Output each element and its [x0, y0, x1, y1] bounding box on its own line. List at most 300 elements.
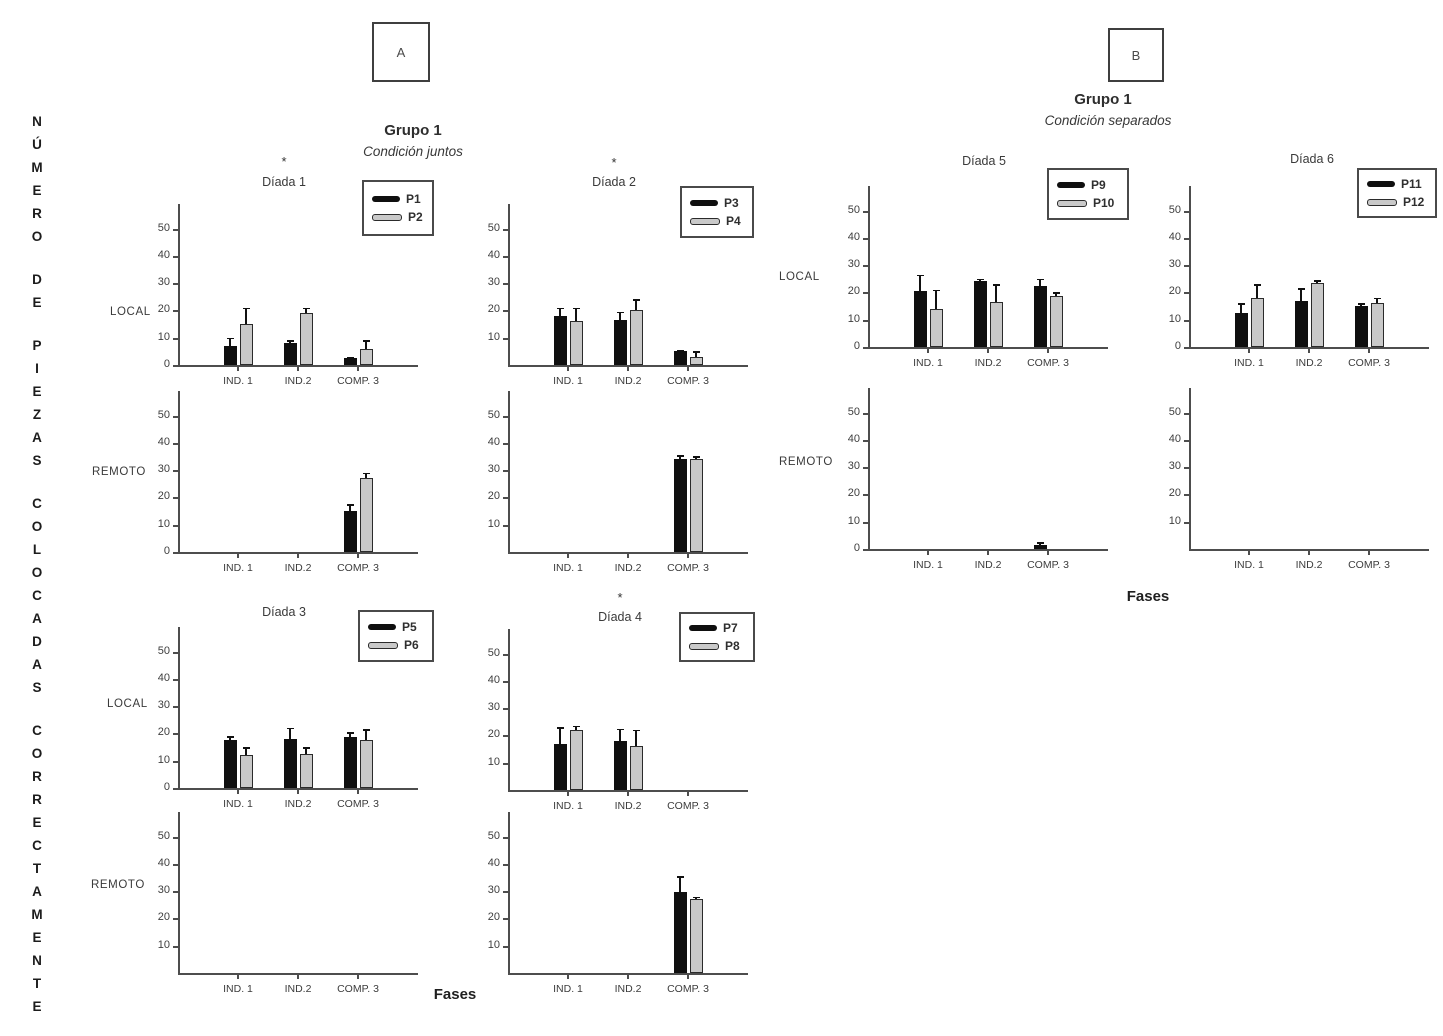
- y-tick: [173, 706, 179, 708]
- error-bar-cap: [287, 728, 294, 730]
- ylabel-letter: M: [31, 907, 43, 922]
- ylabel-letter: O: [31, 746, 43, 761]
- error-bar-cap: [557, 727, 564, 729]
- legend-label: P4: [726, 214, 741, 228]
- error-bar-cap: [1037, 542, 1044, 544]
- panel-b-subtitle: Condición separados: [1044, 113, 1172, 128]
- y-tick: [503, 735, 509, 737]
- error-bar-cap: [677, 876, 684, 878]
- title-diada-4: Díada 4: [598, 610, 642, 624]
- bar-P3: [554, 316, 567, 365]
- y-tick-label: 30: [487, 884, 500, 897]
- legend-label: P1: [406, 192, 421, 206]
- x-tick: [567, 790, 569, 796]
- significance-diada-1: *: [281, 154, 287, 169]
- y-tick-label: 30: [157, 463, 170, 476]
- error-bar-cap: [347, 357, 354, 359]
- significance-diada-4: *: [617, 590, 623, 605]
- y-tick: [503, 338, 509, 340]
- chart-diada-3-remoto: [138, 808, 438, 1008]
- y-tick-label: 10: [487, 330, 500, 343]
- y-tick: [173, 283, 179, 285]
- x-tick: [297, 973, 299, 979]
- y-tick: [503, 864, 509, 866]
- y-tick: [173, 470, 179, 472]
- y-tick-label: 40: [847, 230, 860, 243]
- x-category-label: IND. 1: [553, 800, 583, 812]
- row-label-local-b: LOCAL: [779, 271, 820, 283]
- y-tick-label: 10: [847, 312, 860, 325]
- y-tick-label: 20: [157, 490, 170, 503]
- y-tick-label: 30: [157, 699, 170, 712]
- x-category-label: IND. 1: [223, 562, 253, 574]
- panel-b-box: [1108, 28, 1164, 82]
- y-tick: [503, 416, 509, 418]
- chart-diada-5-local: [828, 182, 1128, 382]
- x-tick: [567, 552, 569, 558]
- bar-P4: [690, 357, 703, 365]
- error-bar: [935, 290, 937, 309]
- significance-diada-2: *: [611, 155, 617, 170]
- x-tick: [627, 973, 629, 979]
- y-tick: [173, 310, 179, 312]
- x-category-label: IND.2: [614, 983, 642, 995]
- y-tick-label: 40: [157, 435, 170, 448]
- y-tick: [863, 292, 869, 294]
- x-tick: [357, 788, 359, 794]
- ylabel-letter: C: [32, 723, 42, 738]
- y-tick-label: 30: [847, 258, 860, 271]
- y-tick-label: 50: [847, 203, 860, 216]
- error-bar: [365, 729, 367, 740]
- x-tick: [567, 973, 569, 979]
- bar-P9: [1034, 545, 1047, 549]
- y-tick-label: 50: [157, 644, 170, 657]
- error-bar-cap: [1037, 279, 1044, 281]
- bar-P2: [360, 349, 373, 365]
- error-bar-cap: [693, 456, 700, 458]
- y-tick: [173, 652, 179, 654]
- error-bar-cap: [363, 729, 370, 731]
- x-tick: [1248, 347, 1250, 353]
- ylabel-letter: T: [32, 861, 42, 876]
- x-tick: [357, 973, 359, 979]
- y-tick-label: 40: [487, 435, 500, 448]
- x-category-label: IND. 1: [1234, 357, 1264, 369]
- y-tick-label: 40: [487, 856, 500, 869]
- ylabel-letter: R: [32, 792, 42, 807]
- panel-b-letter: B: [1131, 47, 1141, 63]
- ylabel-letter: E: [32, 384, 42, 399]
- bar-P11: [1355, 306, 1368, 347]
- bar-P12: [1311, 283, 1324, 347]
- y-tick-label: 30: [1168, 460, 1181, 473]
- y-tick: [1184, 522, 1190, 524]
- error-bar-cap: [227, 338, 234, 340]
- y-tick-label: 50: [487, 221, 500, 234]
- error-bar-cap: [303, 747, 310, 749]
- x-tick: [297, 552, 299, 558]
- ylabel-letter: R: [32, 206, 42, 221]
- x-category-label: COMP. 3: [337, 983, 379, 995]
- y-tick-label: 20: [157, 911, 170, 924]
- bar-P7: [674, 892, 687, 973]
- y-tick: [863, 549, 869, 551]
- y-tick-label: 30: [157, 276, 170, 289]
- y-tick-label: 30: [1168, 258, 1181, 271]
- row-label-local-a2: LOCAL: [107, 698, 148, 710]
- y-tick: [173, 338, 179, 340]
- x-category-label: IND.2: [284, 562, 312, 574]
- x-category-label: COMP. 3: [1348, 559, 1390, 571]
- bar-P10: [1050, 296, 1063, 347]
- y-tick: [173, 761, 179, 763]
- y-tick-label: 30: [847, 460, 860, 473]
- bar-P7: [554, 744, 567, 790]
- chart-diada-2-remoto: [468, 387, 768, 587]
- error-bar-cap: [633, 730, 640, 732]
- ylabel-letter: N: [32, 114, 42, 129]
- title-diada-3: Díada 3: [262, 605, 306, 619]
- ylabel-letter: S: [32, 680, 42, 695]
- ylabel-letter: C: [32, 588, 42, 603]
- legend-label: P7: [723, 621, 738, 635]
- error-bar-cap: [677, 350, 684, 352]
- ylabel-letter: P: [32, 338, 42, 353]
- x-category-label: IND. 1: [553, 375, 583, 387]
- x-category-label: IND.2: [284, 798, 312, 810]
- x-category-label: IND. 1: [913, 559, 943, 571]
- error-bar-cap: [573, 308, 580, 310]
- y-tick: [173, 256, 179, 258]
- x-category-label: IND.2: [284, 375, 312, 387]
- y-tick-label: 0: [853, 542, 860, 554]
- x-tick: [987, 549, 989, 555]
- panel-a-title: Grupo 1: [384, 122, 442, 139]
- error-bar-cap: [1358, 303, 1365, 305]
- x-category-label: IND.2: [1295, 357, 1323, 369]
- bar-P2: [240, 324, 253, 365]
- bar-P3: [674, 351, 687, 365]
- title-diada-6: Díada 6: [1290, 152, 1334, 166]
- y-tick-label: 0: [163, 781, 170, 793]
- y-tick: [503, 837, 509, 839]
- row-label-local-a1: LOCAL: [110, 306, 151, 318]
- y-tick-label: 10: [157, 938, 170, 951]
- x-category-label: COMP. 3: [667, 983, 709, 995]
- x-category-label: COMP. 3: [337, 562, 379, 574]
- y-tick-label: 40: [157, 248, 170, 261]
- error-bar: [995, 284, 997, 302]
- x-category-label: COMP. 3: [667, 562, 709, 574]
- bar-P4: [630, 310, 643, 365]
- bar-P6: [360, 740, 373, 788]
- y-tick-label: 20: [1168, 487, 1181, 500]
- error-bar-cap: [243, 747, 250, 749]
- legend-label: P5: [402, 620, 417, 634]
- chart-diada-1-local: [138, 200, 438, 400]
- error-bar-cap: [1254, 284, 1261, 286]
- error-bar-cap: [243, 308, 250, 310]
- bar-P1: [344, 358, 357, 365]
- x-tick: [237, 973, 239, 979]
- y-tick-label: 0: [163, 545, 170, 557]
- error-bar-cap: [677, 455, 684, 457]
- x-category-label: IND.2: [974, 559, 1002, 571]
- x-tick: [1047, 347, 1049, 353]
- y-tick-label: 30: [487, 701, 500, 714]
- x-category-label: IND. 1: [1234, 559, 1264, 571]
- error-bar-cap: [573, 726, 580, 728]
- y-tick-label: 40: [157, 856, 170, 869]
- error-bar: [289, 728, 291, 739]
- bar-P5: [224, 740, 237, 788]
- bar-P8: [570, 730, 583, 790]
- xaxis-label-panel-b: Fases: [1126, 588, 1170, 605]
- y-tick: [503, 763, 509, 765]
- x-category-label: IND. 1: [223, 798, 253, 810]
- y-tick: [503, 283, 509, 285]
- title-diada-2: Díada 2: [592, 175, 636, 189]
- x-category-label: IND. 1: [913, 357, 943, 369]
- panel-a-subtitle: Condición juntos: [363, 144, 463, 159]
- ylabel-letter: I: [35, 361, 39, 376]
- legend-label: P11: [1401, 177, 1422, 191]
- x-category-label: IND.2: [1295, 559, 1323, 571]
- y-tick: [863, 413, 869, 415]
- y-tick: [173, 525, 179, 527]
- x-category-label: COMP. 3: [667, 375, 709, 387]
- x-tick: [1308, 347, 1310, 353]
- error-bar-cap: [1314, 280, 1321, 282]
- bar-P1: [224, 346, 237, 365]
- x-category-label: COMP. 3: [667, 800, 709, 812]
- bar-P10: [930, 309, 943, 347]
- y-tick-label: 40: [847, 432, 860, 445]
- x-tick: [357, 365, 359, 371]
- error-bar: [245, 308, 247, 324]
- y-tick: [863, 238, 869, 240]
- bar-P3: [674, 459, 687, 552]
- y-tick-label: 50: [847, 405, 860, 418]
- y-tick: [503, 525, 509, 527]
- y-tick: [1184, 292, 1190, 294]
- error-bar-cap: [917, 275, 924, 277]
- figure-ylabel: [24, 110, 50, 1018]
- y-tick-label: 50: [1168, 405, 1181, 418]
- panel-b-title: Grupo 1: [1074, 91, 1132, 108]
- y-tick-label: 50: [487, 829, 500, 842]
- ylabel-letter: D: [32, 272, 42, 287]
- error-bar-cap: [933, 290, 940, 292]
- x-category-label: COMP. 3: [1027, 559, 1069, 571]
- x-tick: [237, 552, 239, 558]
- ylabel-letter: Ú: [32, 137, 42, 152]
- error-bar-cap: [693, 897, 700, 899]
- y-tick-label: 20: [487, 303, 500, 316]
- error-bar-cap: [617, 312, 624, 314]
- y-tick-label: 0: [853, 340, 860, 352]
- ylabel-letter: M: [31, 160, 43, 175]
- y-tick-label: 50: [157, 829, 170, 842]
- ylabel-letter: O: [31, 229, 43, 244]
- y-tick-label: 10: [847, 514, 860, 527]
- y-tick: [863, 320, 869, 322]
- y-tick: [173, 864, 179, 866]
- legend-label: P8: [725, 639, 740, 653]
- bar-P6: [240, 755, 253, 788]
- x-tick: [1368, 347, 1370, 353]
- x-category-label: IND.2: [614, 375, 642, 387]
- y-tick: [173, 416, 179, 418]
- row-label-remoto-b: REMOTO: [779, 456, 833, 468]
- y-tick-label: 10: [487, 517, 500, 530]
- y-tick-label: 50: [157, 221, 170, 234]
- y-tick-label: 20: [487, 490, 500, 503]
- y-tick-label: 50: [487, 408, 500, 421]
- y-tick: [503, 681, 509, 683]
- error-bar-cap: [1374, 298, 1381, 300]
- error-bar-cap: [347, 732, 354, 734]
- chart-diada-4-remoto: [468, 808, 768, 1008]
- y-tick-label: 10: [487, 755, 500, 768]
- x-tick: [297, 365, 299, 371]
- error-bar: [919, 275, 921, 291]
- y-tick: [503, 229, 509, 231]
- y-tick: [863, 347, 869, 349]
- bar-P1: [344, 511, 357, 552]
- x-category-label: IND.2: [614, 562, 642, 574]
- x-category-label: IND. 1: [223, 375, 253, 387]
- x-tick: [1368, 549, 1370, 555]
- y-tick-label: 0: [163, 358, 170, 370]
- legend-label: P2: [408, 210, 423, 224]
- y-tick-label: 10: [1168, 312, 1181, 325]
- x-tick: [927, 549, 929, 555]
- y-tick: [173, 837, 179, 839]
- y-tick: [503, 310, 509, 312]
- y-tick: [503, 654, 509, 656]
- error-bar: [1256, 284, 1258, 298]
- y-tick-label: 40: [487, 673, 500, 686]
- y-tick: [503, 708, 509, 710]
- ylabel-letter: A: [32, 611, 42, 626]
- y-tick-label: 10: [487, 938, 500, 951]
- y-tick: [503, 470, 509, 472]
- y-tick: [173, 552, 179, 554]
- x-tick: [987, 347, 989, 353]
- ylabel-letter: E: [32, 183, 42, 198]
- x-tick: [357, 552, 359, 558]
- error-bar-cap: [363, 473, 370, 475]
- x-category-label: IND.2: [614, 800, 642, 812]
- bar-P6: [300, 754, 313, 788]
- ylabel-letter: C: [32, 838, 42, 853]
- x-tick: [627, 790, 629, 796]
- x-category-label: IND. 1: [553, 983, 583, 995]
- y-tick-label: 0: [1174, 340, 1181, 352]
- y-tick-label: 20: [487, 911, 500, 924]
- y-tick: [503, 918, 509, 920]
- y-tick: [863, 440, 869, 442]
- y-tick: [503, 443, 509, 445]
- x-tick: [237, 365, 239, 371]
- x-category-label: COMP. 3: [337, 375, 379, 387]
- y-tick: [503, 891, 509, 893]
- y-tick-label: 50: [487, 646, 500, 659]
- error-bar-cap: [363, 340, 370, 342]
- chart-diada-1-remoto: [138, 387, 438, 587]
- chart-diada-6-remoto: [1149, 384, 1443, 584]
- y-tick: [1184, 467, 1190, 469]
- x-category-label: IND.2: [284, 983, 312, 995]
- ylabel-letter: A: [32, 657, 42, 672]
- y-tick: [503, 946, 509, 948]
- y-tick: [173, 443, 179, 445]
- x-category-label: COMP. 3: [337, 798, 379, 810]
- y-tick: [503, 497, 509, 499]
- x-category-label: COMP. 3: [1348, 357, 1390, 369]
- error-bar-cap: [557, 308, 564, 310]
- y-tick: [173, 365, 179, 367]
- bar-P9: [974, 281, 987, 347]
- error-bar: [679, 876, 681, 892]
- bar-P10: [990, 302, 1003, 347]
- ylabel-letter: E: [32, 295, 42, 310]
- error-bar: [635, 299, 637, 310]
- error-bar: [575, 308, 577, 322]
- x-tick: [627, 365, 629, 371]
- row-label-remoto-a1: REMOTO: [92, 466, 146, 478]
- y-tick-label: 20: [157, 726, 170, 739]
- y-tick: [863, 467, 869, 469]
- ylabel-letter: L: [32, 542, 42, 557]
- y-tick: [173, 946, 179, 948]
- error-bar-cap: [693, 351, 700, 353]
- bar-P11: [1235, 313, 1248, 347]
- y-tick-label: 30: [157, 884, 170, 897]
- x-tick: [237, 788, 239, 794]
- legend-label: P12: [1403, 195, 1425, 209]
- y-tick-label: 40: [157, 671, 170, 684]
- x-category-label: COMP. 3: [1027, 357, 1069, 369]
- x-tick: [567, 365, 569, 371]
- y-tick-label: 40: [1168, 230, 1181, 243]
- bar-P9: [1034, 286, 1047, 347]
- x-category-label: IND. 1: [223, 983, 253, 995]
- y-tick: [1184, 413, 1190, 415]
- bar-P7: [614, 741, 627, 790]
- bar-P2: [360, 478, 373, 552]
- y-tick: [863, 211, 869, 213]
- legend-label: P6: [404, 638, 419, 652]
- bar-P4: [690, 459, 703, 552]
- error-bar-cap: [347, 504, 354, 506]
- y-tick: [1184, 347, 1190, 349]
- y-tick: [863, 494, 869, 496]
- y-tick: [1184, 238, 1190, 240]
- error-bar-cap: [977, 279, 984, 281]
- ylabel-letter: A: [32, 430, 42, 445]
- y-tick: [863, 265, 869, 267]
- y-tick: [1184, 440, 1190, 442]
- error-bar-cap: [227, 736, 234, 738]
- legend-label: P9: [1091, 178, 1106, 192]
- y-tick: [173, 918, 179, 920]
- x-tick: [687, 790, 689, 796]
- title-diada-1: Díada 1: [262, 175, 306, 189]
- x-tick: [687, 973, 689, 979]
